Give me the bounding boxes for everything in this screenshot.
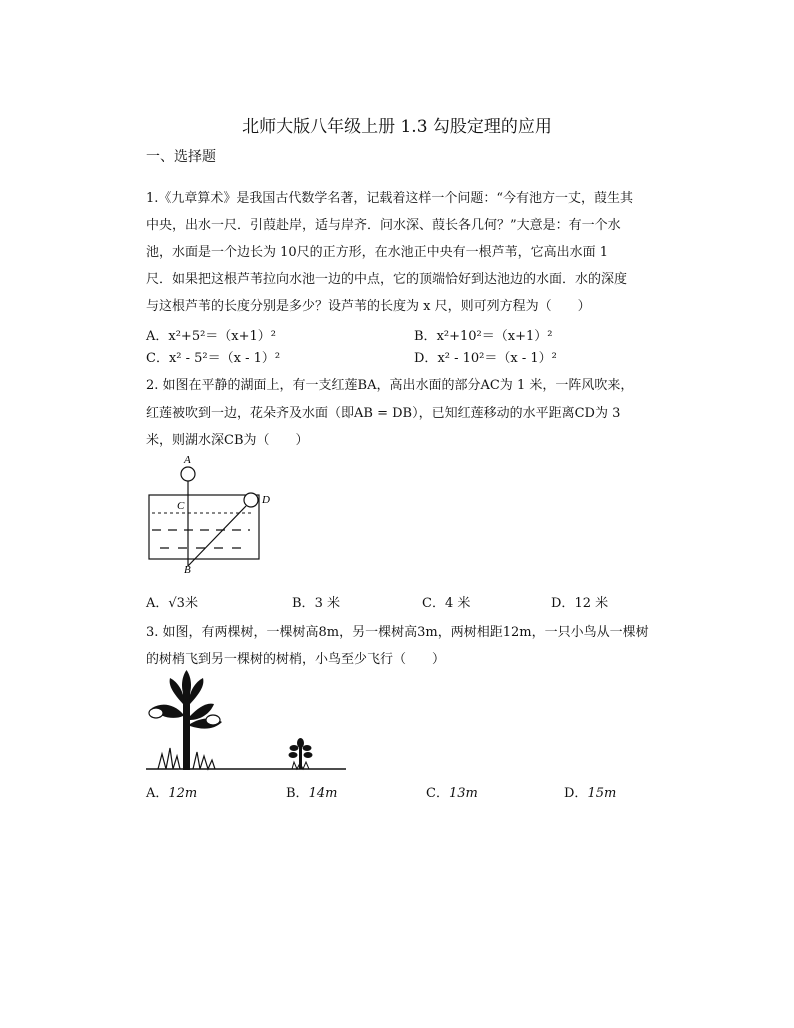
lotus-stem-blown	[188, 506, 246, 566]
label-c: C	[177, 500, 185, 512]
option-label: B．	[414, 329, 437, 344]
option-label: B．	[292, 596, 315, 611]
label-a: A	[184, 454, 191, 466]
q3-option-a	[146, 782, 197, 801]
option-text: 12 米	[574, 596, 609, 611]
two-trees-figure	[140, 668, 350, 772]
option-label: A．	[146, 596, 169, 611]
option-text: 4 米	[444, 596, 471, 611]
q1-option-c	[146, 347, 280, 366]
q1-line-5: 与这根芦苇的长度分别是多少？设芦苇的长度为 x 尺，则可列方程为（ ）	[146, 299, 591, 314]
lotus-pond-figure	[140, 452, 280, 574]
option-text: 13m	[448, 786, 478, 801]
option-label: C．	[422, 596, 445, 611]
label-d: D	[262, 494, 270, 506]
q1-option-b	[414, 325, 552, 344]
option-text: 3 米	[314, 596, 340, 611]
q3-option-d	[564, 782, 616, 801]
option-label: C．	[146, 351, 169, 366]
q2-option-b	[292, 592, 340, 611]
q2-option-d	[551, 592, 608, 611]
q1-line-2: 中央，出水一尺．引葭赴岸，适与岸齐．问水深、葭长各几何？”大意是：有一个水	[146, 218, 621, 233]
option-label: C．	[426, 786, 449, 801]
option-text: x² - 5²＝（x - 1）²	[168, 351, 281, 366]
option-text: 12m	[168, 786, 198, 801]
option-text: x²+10²＝（x+1）²	[436, 329, 553, 344]
label-b: B	[184, 564, 191, 576]
option-label: A．	[146, 329, 169, 344]
q1-option-d	[414, 347, 557, 366]
q2-option-a	[146, 592, 198, 611]
lotus-flower-d	[244, 493, 258, 507]
document-title: 北师大版八年级上册 1.3 勾股定理的应用	[242, 117, 552, 137]
option-text: √3米	[168, 596, 198, 611]
option-label: B．	[286, 786, 309, 801]
tall-tree-icon	[149, 670, 222, 770]
option-text: x²+5²＝（x+1）²	[168, 329, 277, 344]
q2-line-3: 米，则湖水深CB为（ ）	[146, 433, 309, 448]
option-text: x² - 10²＝（x - 1）²	[437, 351, 557, 366]
option-text: 15m	[587, 786, 617, 801]
q2-line-1: 2. 如图在平静的湖面上，有一支红莲BA，高出水面的部分AC为 1 米，一阵风吹来，	[146, 378, 634, 393]
q3-line-1: 3. 如图，有两棵树，一棵树高8m，另一棵树高3m，两树相距12m，一只小鸟从一棵树	[146, 625, 649, 640]
option-label: A．	[146, 786, 169, 801]
section-heading: 一、选择题	[146, 149, 216, 165]
q1-line-4: 尺．如果把这根芦苇拉向水池一边的中点，它的顶端恰好到达池边的水面．水的深度	[146, 272, 628, 287]
lotus-flower-a	[181, 467, 195, 481]
q3-option-c	[426, 782, 478, 801]
q2-option-c	[422, 592, 470, 611]
q2-line-2: 红莲被吹到一边，花朵齐及水面（即AB = DB），已知红莲移动的水平距离CD为 3	[146, 406, 621, 421]
option-label: D．	[564, 786, 588, 801]
q1-line-1: 1.《九章算术》是我国古代数学名著，记载着这样一个问题：“今有池方一丈，葭生其	[146, 191, 634, 206]
short-tree-icon	[289, 738, 313, 769]
option-label: D．	[551, 596, 575, 611]
option-text: 14m	[308, 786, 338, 801]
option-label: D．	[414, 351, 438, 366]
q1-line-3: 池，水面是一个边长为 10尺的正方形，在水池正中央有一根芦苇，它高出水面 1	[146, 245, 609, 260]
q3-line-2: 的树梢飞到另一棵树的树梢，小鸟至少飞行（ ）	[146, 652, 446, 667]
q3-option-b	[286, 782, 337, 801]
q1-option-a	[146, 325, 276, 344]
